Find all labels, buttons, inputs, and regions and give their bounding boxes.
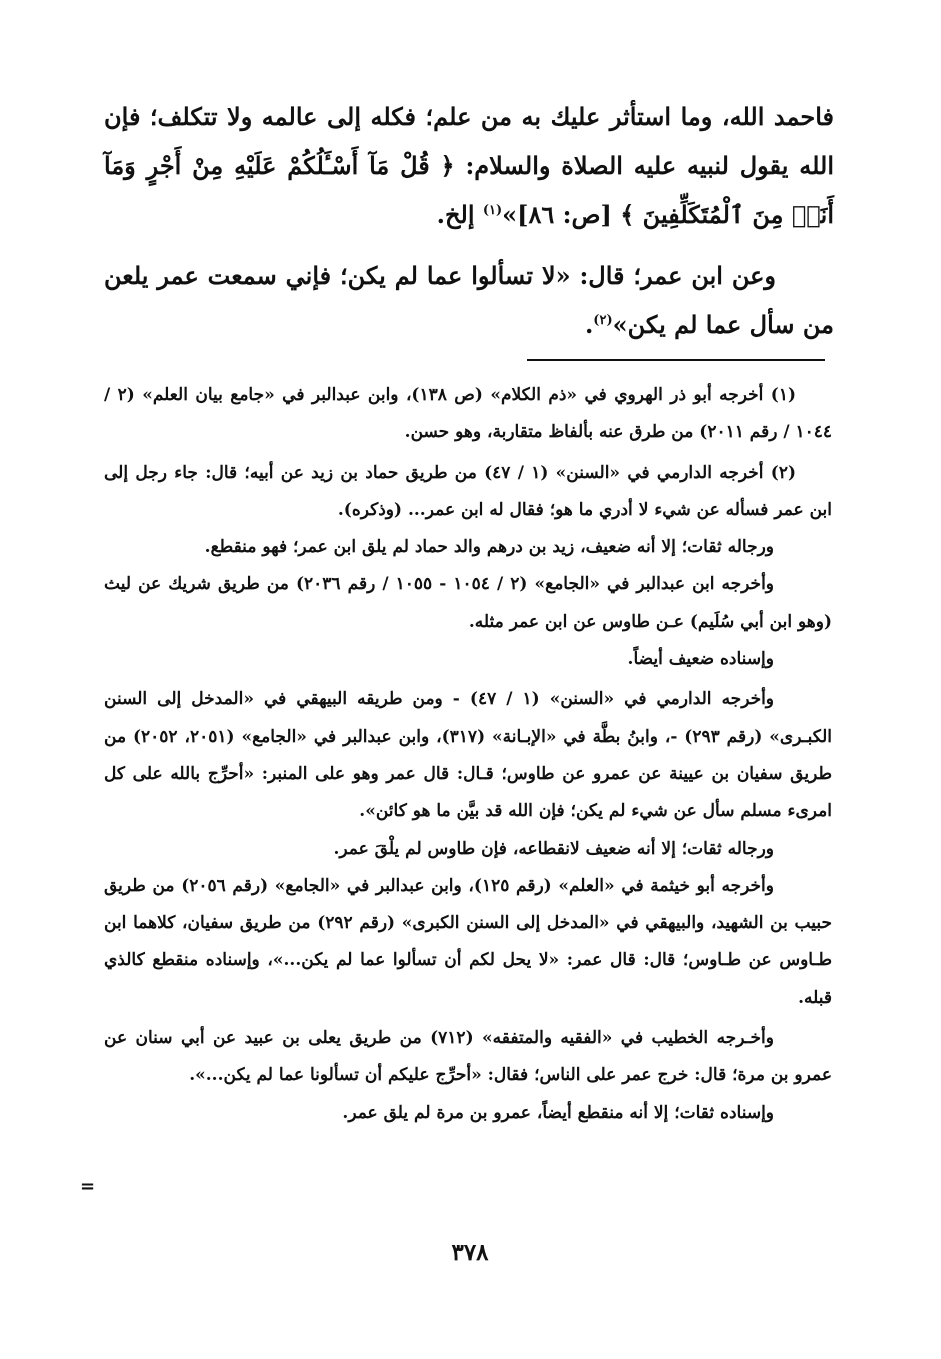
quran-verse: ﴿ قُلْ مَآ أَسْـَٔلُكُمْ عَلَيْهِ مِنْ أَجْرٍ وَمَآ أَنَا۠ مِنَ ٱلْمُتَكَلِّفِينَ ﴾ [104,151,834,229]
footnote-2-paragraph: وإسناده ضعيف أيضاً. [627,649,774,670]
footnote-1: (١) أخرجه أبو ذر الهروي في «ذم الكلام» (ص ١٣٨)، وابن عبدالبر في «جامع بيان العلم» (٢ / ١٠٤٤ / رقم ٢٠١١) من طرق عنه بألفاظ متقاربة، وهو حسن. [104,385,832,443]
footnote-2-paragraph: وأخرجه ابن عبدالبر في «الجامع» (٢ / ١٠٥٤ - ١٠٥٥ / رقم ٢٠٣٦) من طريق شريك عن ليث (وهو ابن أبي سُلَيم) عـن طاوس عن ابن عمر مثله. [104,574,832,632]
footnote-2-paragraph: ورجاله ثقات؛ إلا أنه ضعيف لانقطاعه، فإن طاوس لم يلْقَ عمر. [333,838,774,859]
main-paragraph-2-end: . [584,310,594,339]
footnote-ref-1: (١) [482,203,503,218]
continuation-mark: = [80,1176,96,1197]
main-paragraph-1-end: إلخ. [436,200,483,229]
footnotes [104,377,832,1132]
footnote-2-paragraph: وإسناده ثقات؛ إلا أنه منقطع أيضاً، عمرو بن مرة لم يلق عمر. [342,1102,774,1123]
main-paragraph-1-text: فاحمد الله، وما استأثر عليك به من علم؛ فكله إلى عالمه ولا تتكلف؛ فإن الله يقول لنبيه عليه الصلاة والسلام: [104,102,834,180]
main-paragraph-2-text: وعن ابن عمر؛ قال: «لا تسألوا عما لم يكن؛ فإني سمعت عمر يلعن من سأل عما لم يكن» [104,261,834,339]
main-text [104,92,834,349]
footnote-2-paragraph: ورجاله ثقات؛ إلا أنه ضعيف، زيد بن درهم والد حماد لم يلق ابن عمر؛ فهو منقطع. [204,537,774,558]
footnote-2-paragraph: وأخرجه أبو خيثمة في «العلم» (رقم ١٢٥)، وابن عبدالبر في «الجامع» (رقم ٢٠٥٦) من طريق حبيب بن الشهيد، والبيهقي في «المدخل إلى السنن الكبرى» (رقم ٢٩٢) من طريق سفيان، كلاهما ابن طـاوس عن طـاوس؛ قال: قال عمر: «لا يحل لكم أن تسألوا عما لم يكن...»، وإسناده منقطع كالذي قبله. [104,875,833,1008]
footnote-2: (٢) أخرجه الدارمي في «السنن» (١ / ٤٧) من طريق حماد بن زيد عن أبيه؛ قال: جاء رجل إلى ابن عمر فسأله عن شيء لا أدري ما هو؛ فقال له ابن عمر... (وذكره). [104,462,832,520]
main-paragraph-2 [104,251,834,349]
verse-reference: [ص: ٨٦]» [502,200,621,229]
footnote-2-paragraph: وأخـرجه الخطيب في «الفقيه والمتفقه» (٧١٢) من طريق يعلى بن عبيد عن أبي سنان عن عمرو بن مرة؛ قال: خرج عمر على الناس؛ فقال: «أحرِّج عليكم أن تسألونا عما لم يكن...». [104,1028,832,1086]
page-number: ٣٧٨ [451,1239,489,1266]
main-paragraph-1 [104,92,834,239]
footnote-2-paragraph: وأخرجه الدارمي في «السنن» (١ / ٤٧) - ومن طريقه البيهقي في «المدخل إلى السنن الكبـرى» (رقم ٢٩٣) -، وابنُ بطَّة في «الإبـانة» (٣١٧)، وابن عبدالبر في «الجامع» (٢٠٥١، ٢٠٥٢) من طريق سفيان بن عيينة عن عمرو عن طاوس؛ قـال: قال عمر وهو على المنبر: «أحرِّج بالله على كل امرىء مسلم سأل عن شيء لم يكن؛ فإن الله قد بيَّن ما هو كائن». [104,689,833,822]
footnote-ref-2: (٢) [593,313,613,328]
footnote-separator [527,359,825,361]
